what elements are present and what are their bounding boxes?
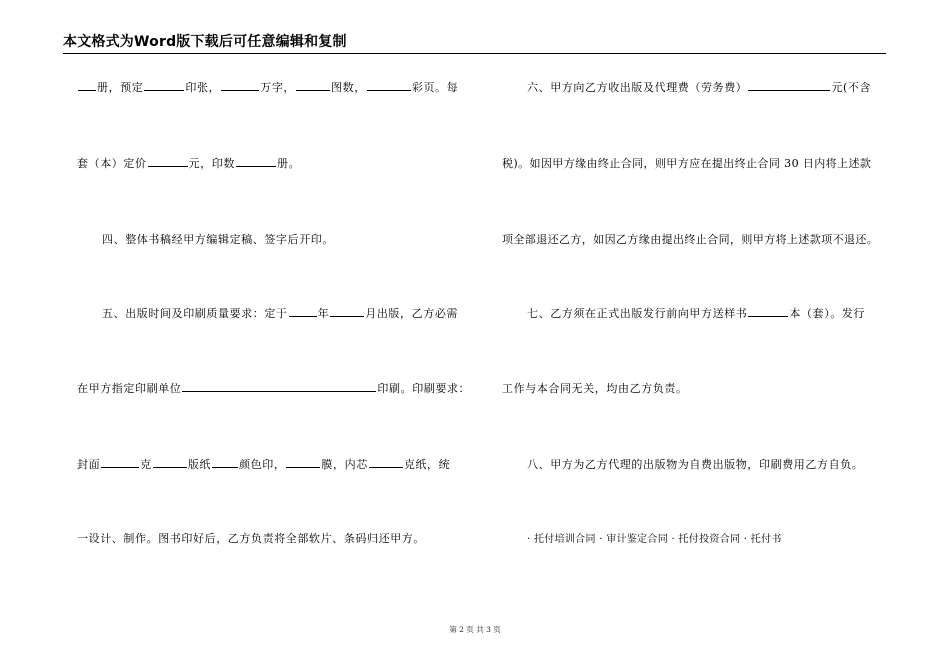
- text: 彩页。每: [411, 81, 459, 94]
- text: 封面: [77, 458, 101, 471]
- blank: [144, 80, 184, 91]
- left-line-2: [77, 155, 300, 171]
- blank: [236, 156, 276, 167]
- text: 图数，: [331, 81, 366, 94]
- blank: [148, 156, 188, 167]
- text: 元(不含: [831, 81, 872, 94]
- text: 膜，内芯: [321, 458, 368, 471]
- left-line-6: [77, 456, 450, 472]
- related-link[interactable]: · 托付书: [743, 534, 782, 545]
- blank: [369, 457, 403, 468]
- text: 册。: [277, 157, 301, 170]
- text: 套（本）定价: [77, 157, 147, 170]
- related-links: [527, 530, 782, 545]
- text: 五、出版时间及印刷质量要求：定于: [102, 307, 288, 320]
- text: 克: [140, 458, 152, 471]
- text: 印刷。印刷要求：: [377, 382, 471, 395]
- text: 年: [317, 307, 330, 320]
- text: 册，预定: [97, 81, 144, 94]
- left-line-4: [102, 305, 458, 321]
- text: 六、甲方向乙方收出版及代理费（劳务费）: [527, 81, 748, 94]
- text: 版纸: [187, 458, 212, 471]
- blank: [296, 80, 330, 91]
- blank: [153, 457, 187, 468]
- blank: [367, 80, 411, 91]
- left-line-7: 一设计、制作。图书印好后，乙方负责将全部软片、条码归还甲方。: [77, 532, 425, 545]
- blank: [748, 80, 830, 91]
- text: 月出版，乙方必需: [365, 307, 459, 320]
- blank: [78, 80, 96, 91]
- blank: [286, 457, 320, 468]
- text: 在甲方指定印刷单位: [77, 382, 182, 395]
- right-line-2: 税)。如因甲方缘由终止合同，则甲方应在提出终止合同 30 日内将上述款: [502, 157, 872, 170]
- text: 克纸，统: [403, 458, 451, 471]
- blank: [101, 457, 139, 468]
- blank: [212, 457, 238, 468]
- text: 元，印数: [188, 157, 236, 170]
- text: 七、乙方须在正式出版发行前向甲方送样书: [527, 307, 748, 320]
- page-footer: 第 2 页 共 3 页: [449, 625, 501, 634]
- link-text[interactable]: 托付书: [750, 534, 782, 545]
- text: 印张，: [185, 81, 221, 94]
- related-link[interactable]: · 托付投资合同: [671, 534, 741, 545]
- blank: [182, 381, 376, 392]
- left-line-5: [77, 380, 470, 396]
- right-line-6: 八、甲方为乙方代理的出版物为自费出版物，印刷费用乙方自负。: [527, 458, 864, 471]
- right-line-3: 项全部退还乙方，如因乙方缘由提出终止合同，则甲方将上述款项不退还。: [502, 233, 879, 246]
- link-text[interactable]: 托付培训合同: [533, 534, 596, 545]
- text: 颜色印，: [239, 458, 286, 471]
- blank: [289, 306, 317, 317]
- header-title: 本文格式为Word版下载后可任意编辑和复制: [63, 34, 347, 50]
- right-line-5: 工作与本合同无关，均由乙方负责。: [502, 382, 688, 395]
- left-line-3: 四、整体书稿经甲方编辑定稿、签字后开印。: [102, 233, 334, 246]
- header-rule: [63, 53, 886, 54]
- blank: [330, 306, 364, 317]
- blank: [748, 306, 788, 317]
- blank: [221, 80, 259, 91]
- related-link[interactable]: · 托付培训合同: [527, 534, 596, 545]
- link-text[interactable]: 审计鉴定合同: [606, 534, 669, 545]
- link-text[interactable]: 托付投资合同: [678, 534, 741, 545]
- related-link[interactable]: · 审计鉴定合同: [599, 534, 669, 545]
- right-line-4: [527, 305, 865, 321]
- text: 本（套）。发行: [789, 307, 866, 320]
- right-line-1: [527, 79, 871, 95]
- left-line-1: [77, 79, 458, 95]
- text: 万字，: [260, 81, 296, 94]
